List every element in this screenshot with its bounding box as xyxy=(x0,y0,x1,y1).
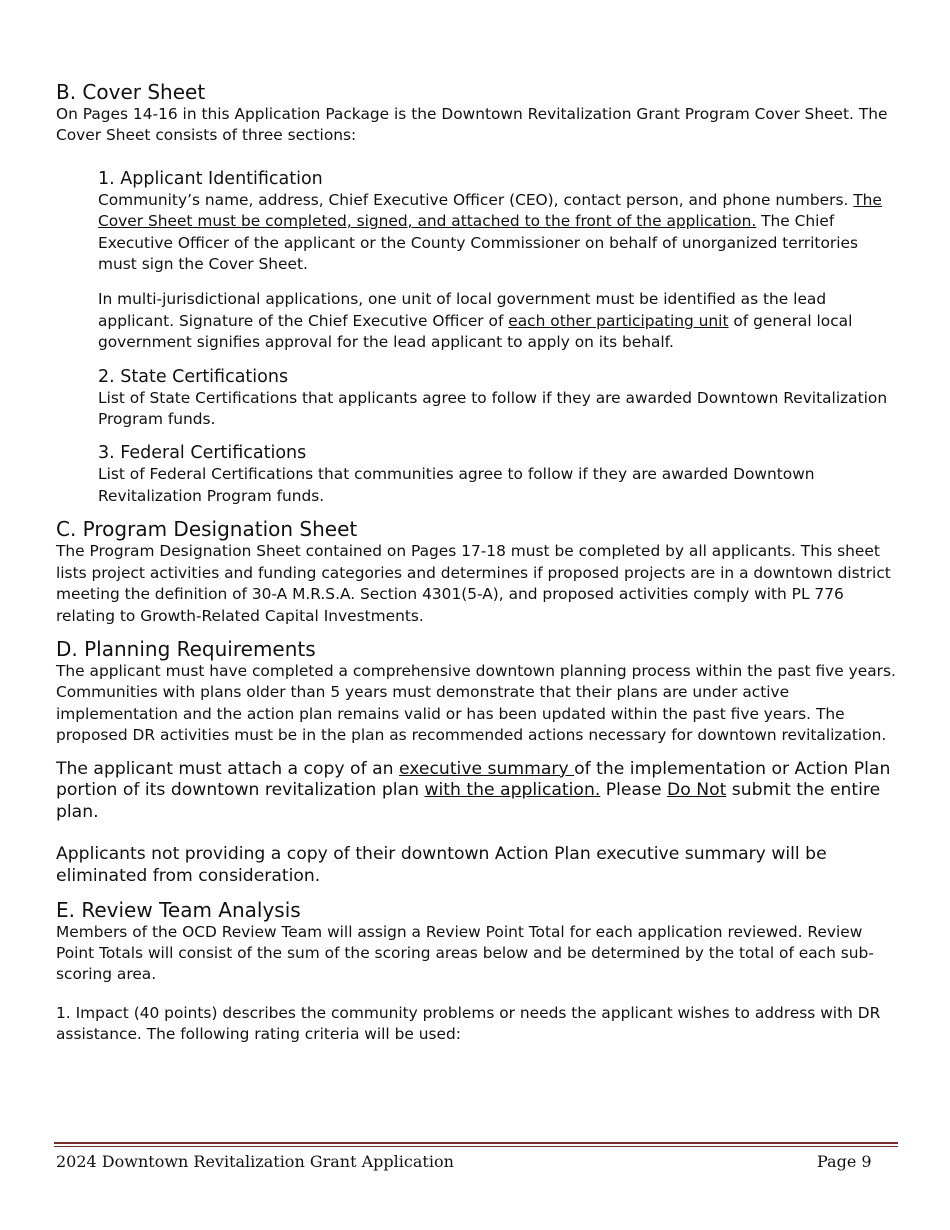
section-b-heading: B. Cover Sheet xyxy=(56,80,206,104)
footer-divider xyxy=(54,1142,898,1147)
text-run: of the implementation or Action Plan portion of its downtown revitalization plan xyxy=(56,758,891,801)
state-certifications-heading: 2. State Certifications xyxy=(98,366,289,387)
federal-certifications-text: List of Federal Certifications that communities agree to follow if they are awarded Downtown Revitalization Program funds. xyxy=(98,465,815,505)
text-run: of general local government signifies approval for the lead applicant to apply on its behalf. xyxy=(98,311,853,352)
section-e-paragraph-2: 1. Impact (40 points) describes the community problems or needs the applicant wishes to address with DR assistance. The following rating criteria will be used: xyxy=(56,1003,881,1044)
state-certifications-text: List of State Certifications that applicants agree to follow if they are awarded Downtown Revitalization Program funds. xyxy=(98,388,888,429)
section-e-paragraph-1: Members of the OCD Review Team will assign a Review Point Total for each application reviewed. Review Point Totals will consist of the sum of the scoring areas below and be determined by the total of each sub-scoring area. xyxy=(56,922,874,984)
underlined-with-application: with the application. xyxy=(424,780,601,801)
multi-jurisdictional-text xyxy=(98,289,901,353)
applicant-identification-heading: 1. Applicant Identification xyxy=(98,168,323,189)
text-run: Please xyxy=(600,780,668,801)
section-e-heading: E. Review Team Analysis xyxy=(56,897,301,922)
underlined-executive-summary: executive summary xyxy=(398,758,575,779)
section-d-paragraph-3: Applicants not providing a copy of their downtown Action Plan executive summary will be eliminated from consideration. xyxy=(56,843,827,886)
section-b-intro: On Pages 14-16 in this Application Package is the Downtown Revitalization Grant Program Cover Sheet. The Cover Sheet consists of three sections: xyxy=(56,105,888,145)
text-run: Community’s name, address, Chief Executive Officer (CEO), contact person, and phone numbers. xyxy=(98,190,854,209)
text-run: In multi-jurisdictional applications, one unit of local government must be identified as the lead applicant. Signature of the Chief Executive Officer of xyxy=(98,290,827,330)
text-run: The applicant must attach a copy of an xyxy=(56,758,399,779)
document-body xyxy=(56,80,901,1046)
section-d-paragraph-1: The applicant must have completed a comprehensive downtown planning process within the past five years. Communities with plans older than 5 years must demonstrate that their plans are under active implementation and the action plan remains valid or has been updated within the past five years. The proposed DR activities must be in the plan as recommended actions necessary for downtown revitalization. xyxy=(56,661,896,745)
text-run: submit the entire plan. xyxy=(56,780,881,823)
section-d-heading: D. Planning Requirements xyxy=(56,636,316,661)
underlined-do-not: Do Not xyxy=(667,780,727,801)
section-c-heading: C. Program Designation Sheet xyxy=(56,517,358,542)
federal-certifications-heading: 3. Federal Certifications xyxy=(98,443,307,464)
underlined-phrase: each other participating unit xyxy=(508,311,729,330)
applicant-identification-text xyxy=(98,190,901,276)
text-run: The Chief Executive Officer of the applicant or the County Commissioner on behalf of unorganized territories must sign the Cover Sheet. xyxy=(98,212,858,274)
section-c-text: The Program Designation Sheet contained on Pages 17-18 must be completed by all applicants. This sheet lists project activities and funding categories and determines if proposed projects are in a downtown district meeting the definition of 30-A M.R.S.A. Section 4301(5-A), and proposed activities comply with PL 776 relating to Growth-Related Capital Investments. xyxy=(56,542,891,625)
cover-sheet-subsections xyxy=(98,168,901,507)
section-d-paragraph-2 xyxy=(56,759,901,824)
footer-title: 2024 Downtown Revitalization Grant Application xyxy=(56,1152,454,1171)
footer-page-number: Page 9 xyxy=(817,1152,872,1171)
underlined-requirement: The Cover Sheet must be completed, signed, and attached to the front of the application. xyxy=(98,190,882,231)
